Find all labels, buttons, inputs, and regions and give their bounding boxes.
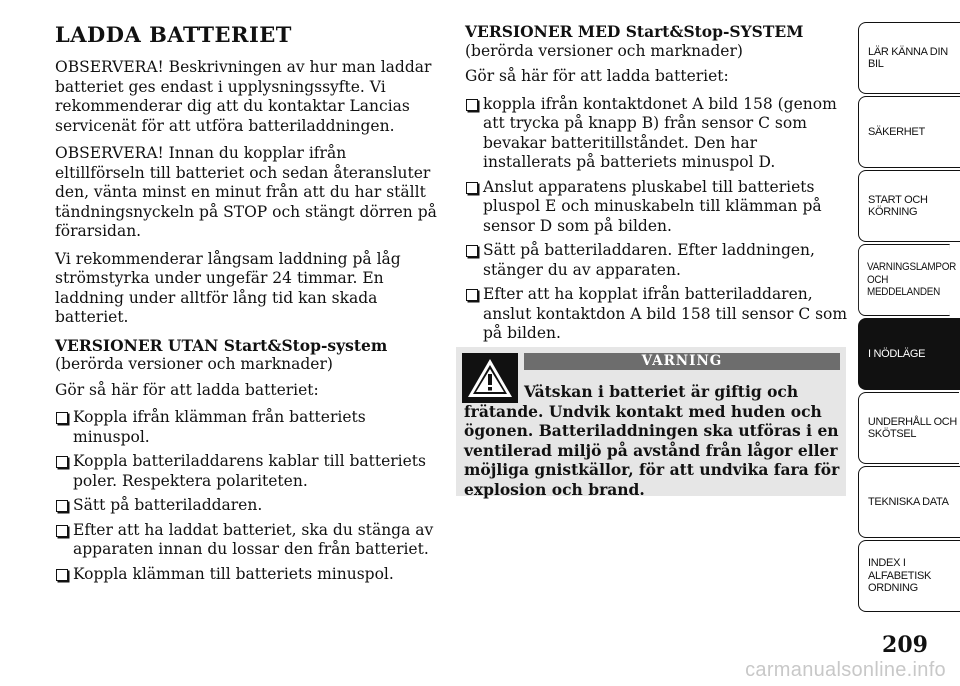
steps-list-with-startstop: [465, 95, 850, 344]
section-title-without-startstop: VERSIONER UTAN Start&Stop-system: [55, 335, 388, 355]
warning-label: VARNING: [524, 353, 840, 370]
intro-with-startstop: Gör så här för att ladda batteriet:: [465, 67, 729, 85]
intro-without-startstop: Gör så här för att ladda batteriet:: [55, 380, 319, 399]
watermark: carmanualsonline.info: [745, 659, 946, 681]
section-title-with-startstop: VERSIONER MED Start&Stop-SYSTEM: [465, 22, 804, 41]
step-item: Anslut apparatens pluskabel till batteriets pluspol E och minuskabeln till klämman på sensor D som på bilden.: [465, 178, 850, 237]
step-item: Sätt på batteriladdaren.: [55, 496, 440, 516]
tab-lar-kanna-din-bil[interactable]: LÄR KÄNNA DIN BIL: [858, 22, 960, 94]
step-item: Sätt på batteriladdaren. Efter laddningen, stänger du av apparaten.: [465, 241, 850, 280]
note-paragraph-2: OBSERVERA! Innan du kopplar ifrån eltillförseln till batteriet och sedan återansluter den, vänta minst en minut från att du har ställt tändningsnyckeln på STOP och stängt dörren på förarsidan.: [55, 144, 437, 240]
tab-underhall-och-skotsel[interactable]: UNDERHÅLL OCH SKÖTSEL: [858, 392, 959, 464]
steps-list-without-startstop: [55, 408, 440, 584]
chapter-tabs: [858, 22, 960, 614]
step-item: Efter att ha laddat batteriet, ska du stänga av apparaten innan du lossar den från batteriet.: [55, 521, 440, 560]
note-paragraph-1: OBSERVERA! Beskrivningen av hur man laddar batteriet ges endast i upplysningssyfte. Vi rekommenderar dig att du kontaktar Lancias servicenät för att utföra batteriladdningen.: [55, 58, 432, 135]
step-item: Koppla klämman till batteriets minuspol.: [55, 565, 440, 585]
note-paragraph-3: Vi rekommenderar långsam laddning på låg strömstyrka under ungefär 24 timmar. En laddning under alltför lång tid kan skada batteriet.: [55, 249, 401, 326]
step-item: Koppla ifrån klämman från batteriets minuspol.: [55, 408, 440, 447]
tab-i-nodlage[interactable]: I NÖDLÄGE: [858, 318, 960, 390]
tab-index[interactable]: INDEX I ALFABETISK ORDNING: [858, 540, 960, 612]
tab-sakerhet[interactable]: SÄKERHET: [858, 96, 960, 168]
step-item: koppla ifrån kontaktdonet A bild 158 (genom att trycka på knapp B) från sensor C som bevakar batteritillståndet. Den har installerats på batteriets minuspol D.: [465, 95, 850, 173]
tab-start-och-korning[interactable]: START OCH KÖRNING: [858, 170, 960, 242]
tab-tekniska-data[interactable]: TEKNISKA DATA: [858, 466, 960, 538]
page-number: 209: [882, 632, 928, 658]
warning-text: Vätskan i batteriet är giftig och frätande. Undvik kontakt med huden och ögonen. Batteriladdningen ska utföras i en ventilerad miljö på avstånd från lågor eller möjliga gnistkällor, för att undvika fara för explosion och brand.: [464, 382, 840, 499]
step-item: Efter att ha kopplat ifrån batteriladdaren, anslut kontaktdon A bild 158 till sensor C som på bilden.: [465, 285, 850, 344]
warning-box: [456, 347, 846, 499]
left-column: [55, 22, 440, 589]
step-item: Koppla batteriladdarens kablar till batteriets poler. Respektera polariteten.: [55, 452, 440, 491]
tab-varningslampor[interactable]: VARNINGSLAMPOR OCH MEDDELANDEN: [858, 244, 950, 316]
page-title: LADDA BATTERIET: [55, 22, 292, 47]
section-note-with-startstop: (berörda versioner och marknader): [465, 41, 743, 60]
section-note-without-startstop: (berörda versioner och marknader): [55, 355, 333, 373]
right-column: [465, 22, 850, 349]
